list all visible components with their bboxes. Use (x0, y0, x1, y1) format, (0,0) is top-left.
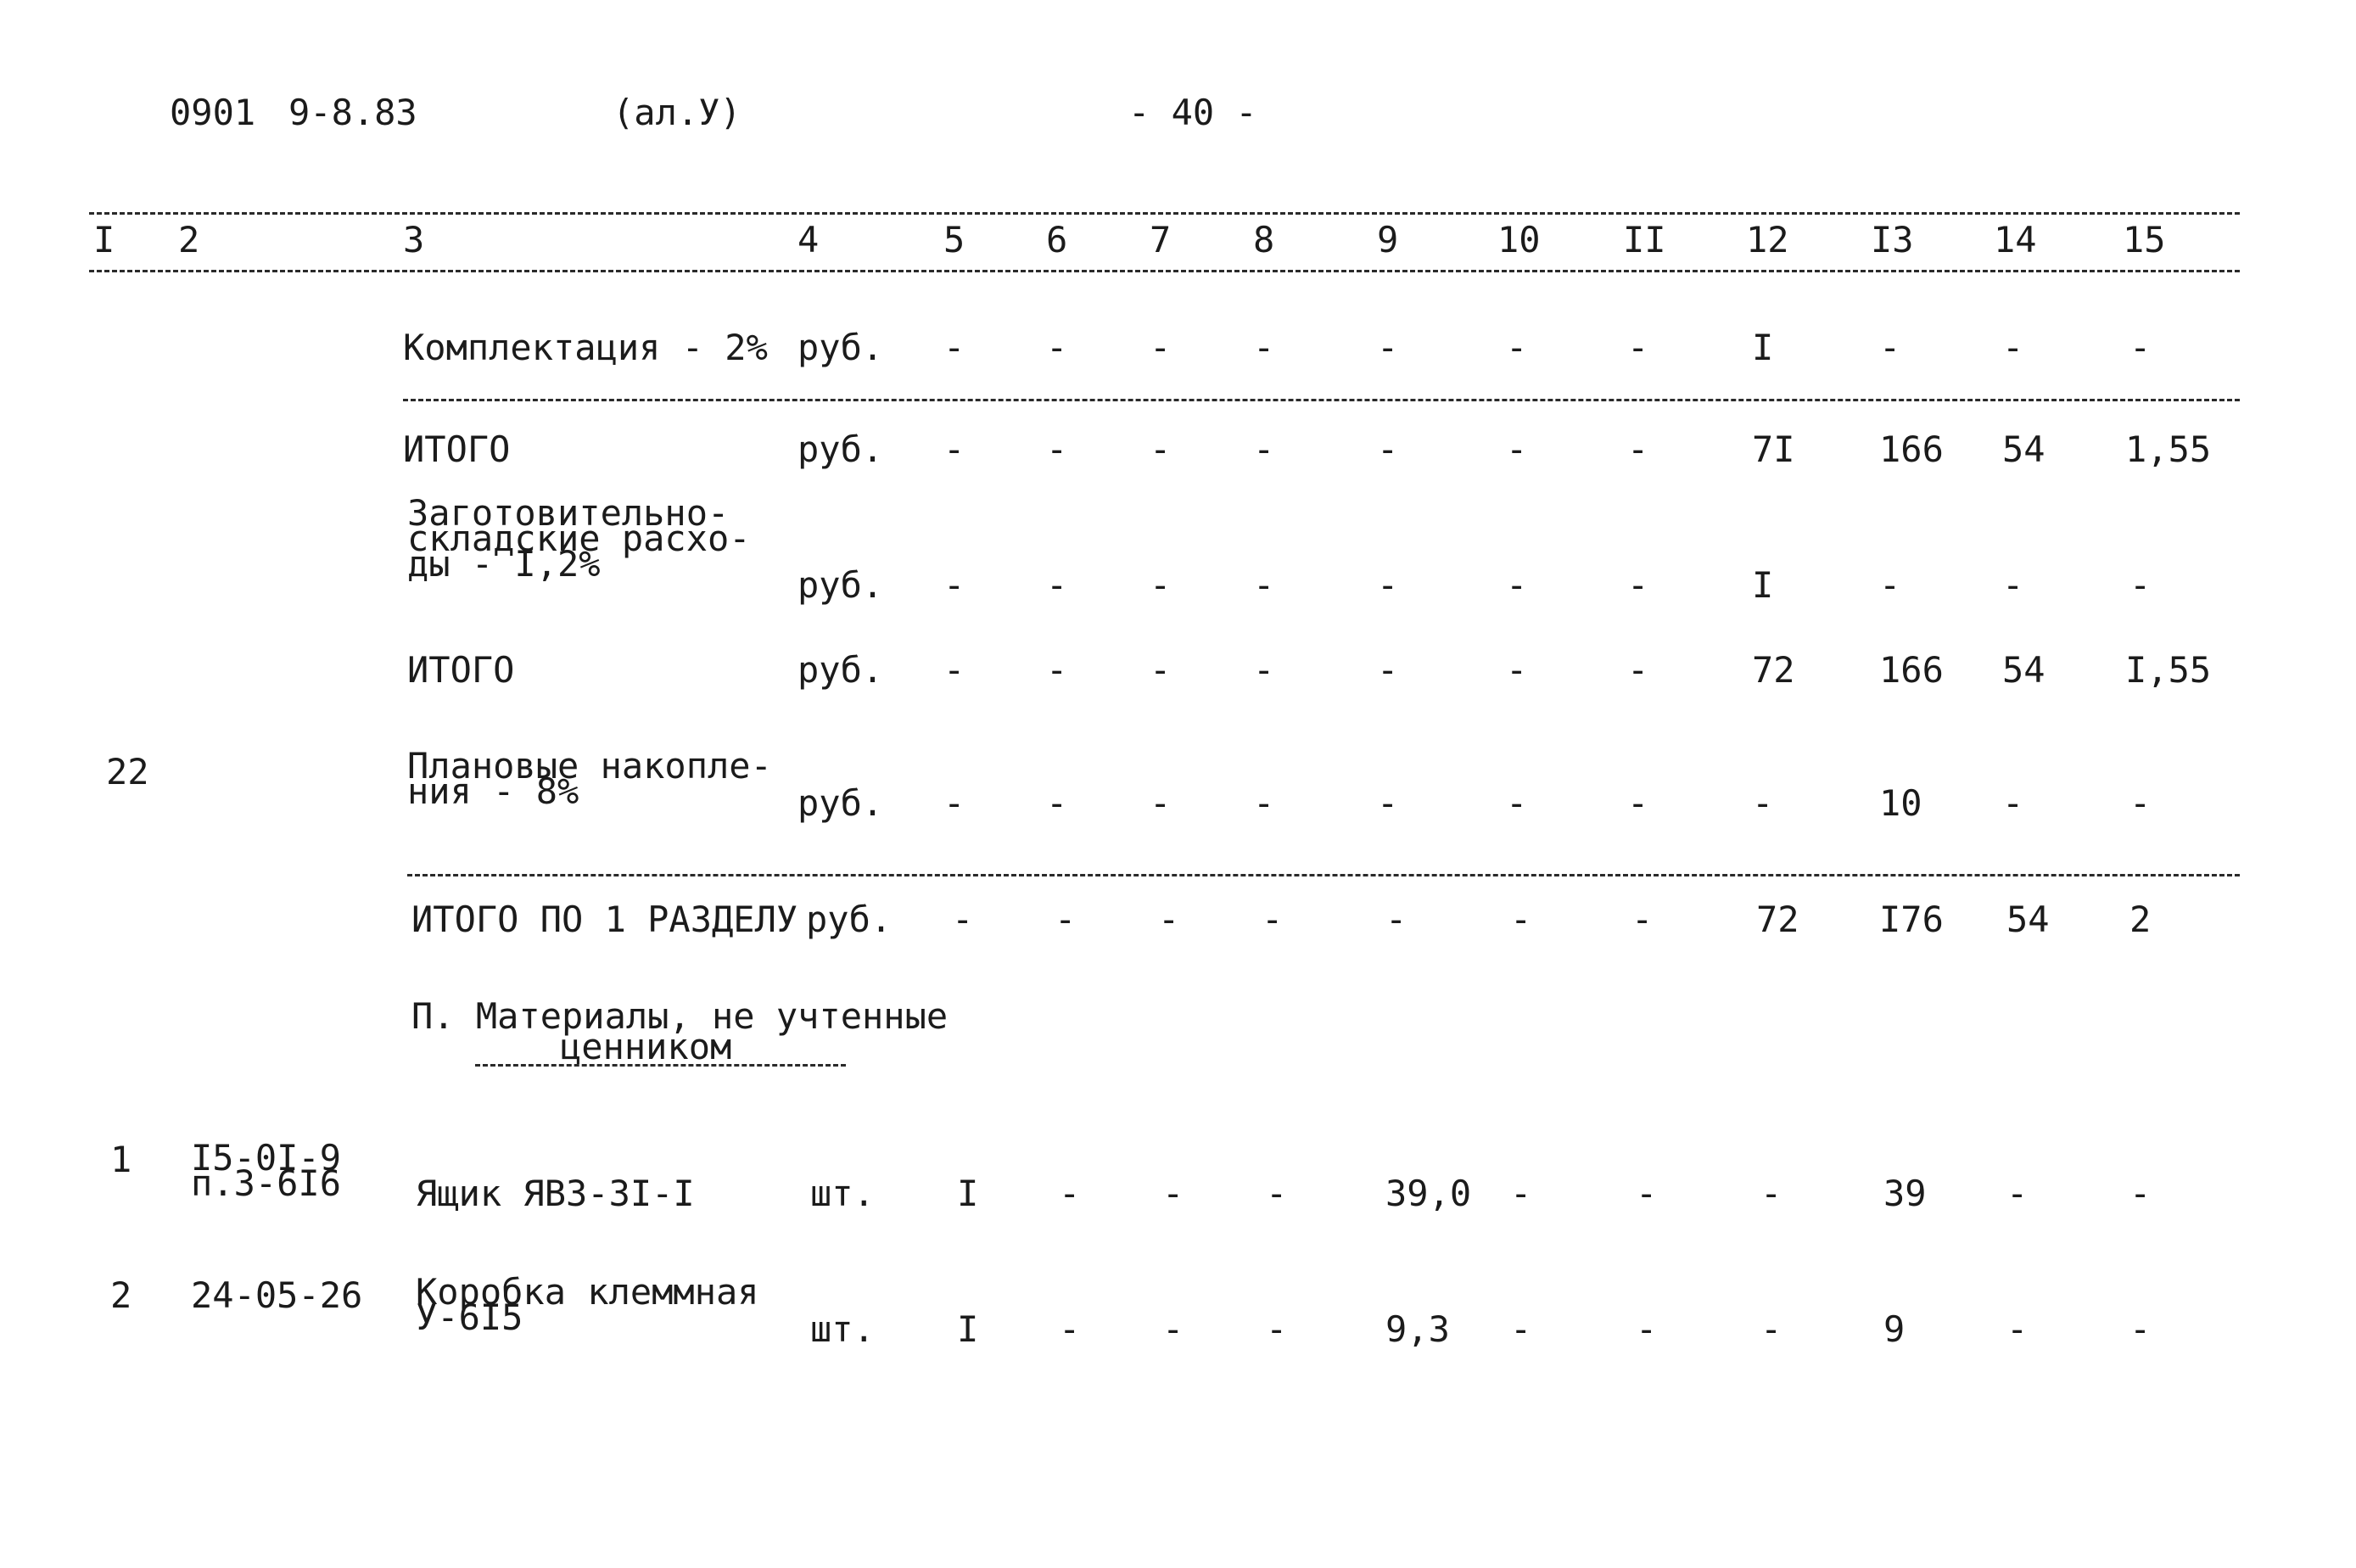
row-7-unit: шт. (810, 1173, 875, 1214)
row-5-c5: - (943, 782, 965, 824)
row-5-c6: - (1046, 782, 1068, 824)
row-7-c7: - (1162, 1173, 1184, 1214)
subtotal-rule-2 (407, 874, 2240, 876)
row-6-c8: - (1262, 899, 1284, 940)
row-2-c13: 166 (1879, 428, 1944, 470)
column-number-8: 8 (1253, 219, 1275, 260)
row-7-c11: - (1636, 1173, 1658, 1214)
row-6-c11: - (1631, 899, 1654, 940)
row-5-c9: - (1377, 782, 1399, 824)
row-2-c9: - (1377, 428, 1399, 470)
row-1-c10: - (1506, 327, 1528, 368)
row-1-c7: - (1150, 327, 1172, 368)
row-2-c11: - (1627, 428, 1649, 470)
header-top-rule (89, 212, 2240, 215)
row-6-c12: 72 (1756, 899, 1799, 940)
row-5-c7: - (1150, 782, 1172, 824)
row-5-c11: - (1627, 782, 1649, 824)
column-number-7: 7 (1150, 219, 1172, 260)
row-8-c5: I (957, 1308, 979, 1350)
doc-date: 9-8.83 (288, 92, 417, 133)
row-4-c15: I,55 (2125, 649, 2212, 691)
header-bottom-rule (89, 270, 2240, 272)
row-5-c8: - (1253, 782, 1275, 824)
row-2-c6: - (1046, 428, 1068, 470)
row-7-c15: - (2129, 1173, 2152, 1214)
row-8-name: Коробка клеммная У-6I5 (416, 1271, 759, 1338)
row-2-c8: - (1253, 428, 1275, 470)
row-3-c14: - (2002, 564, 2024, 606)
row-4-name: ИТОГО (407, 649, 515, 691)
row-6-c14: 54 (2006, 899, 2050, 940)
column-number-13: I3 (1871, 219, 1914, 260)
row-1-c5: - (943, 327, 965, 368)
column-number-4: 4 (797, 219, 820, 260)
row-5-num: 22 (106, 751, 149, 792)
row-5-name: Плановые накопле- ния - 8% (407, 745, 772, 812)
column-number-5: 5 (943, 219, 965, 260)
section-heading-line2: ценником (475, 1032, 846, 1067)
doc-code: 0901 (170, 92, 256, 133)
row-4-c6: - (1046, 649, 1068, 691)
column-number-11: II (1623, 219, 1666, 260)
row-3-unit: руб. (797, 564, 884, 606)
row-5-c14: - (2002, 782, 2024, 824)
row-8-unit: шт. (810, 1308, 875, 1350)
row-7-num: 1 (110, 1139, 132, 1180)
row-1-c12: I (1752, 327, 1774, 368)
row-5-c15: - (2129, 782, 2152, 824)
column-number-12: 12 (1746, 219, 1789, 260)
row-6-c6: - (1055, 899, 1077, 940)
row-4-c10: - (1506, 649, 1528, 691)
row-6-c10: - (1510, 899, 1532, 940)
page-number: - 40 - (1128, 92, 1257, 133)
row-8-c8: - (1266, 1308, 1288, 1350)
row-1-c15: - (2129, 327, 2152, 368)
row-8-c9: 9,3 (1385, 1308, 1450, 1350)
column-number-10: 10 (1497, 219, 1541, 260)
row-8-c14: - (2006, 1308, 2029, 1350)
row-3-c5: - (943, 564, 965, 606)
row-6-c7: - (1158, 899, 1180, 940)
subtotal-rule-1 (403, 399, 2240, 401)
row-7-c6: - (1059, 1173, 1081, 1214)
row-4-c13: 166 (1879, 649, 1944, 691)
row-1-c13: - (1879, 327, 1901, 368)
section-heading-line1: П. Материалы, не учтенные (411, 995, 949, 1037)
row-4-c14: 54 (2002, 649, 2045, 691)
row-4-c7: - (1150, 649, 1172, 691)
row-7-c5: I (957, 1173, 979, 1214)
row-2-c10: - (1506, 428, 1528, 470)
row-8-c15: - (2129, 1308, 2152, 1350)
row-3-c10: - (1506, 564, 1528, 606)
row-1-c8: - (1253, 327, 1275, 368)
row-5-c13: 10 (1879, 782, 1922, 824)
row-6-unit: руб. (806, 899, 893, 940)
row-6-c13: I76 (1879, 899, 1944, 940)
row-1-c6: - (1046, 327, 1068, 368)
row-8-c7: - (1162, 1308, 1184, 1350)
row-2-c15: 1,55 (2125, 428, 2212, 470)
row-7-name: Ящик ЯВЗ-3I-I (416, 1173, 695, 1214)
doc-reference: (ал.У) (613, 92, 741, 133)
row-1-c14: - (2002, 327, 2024, 368)
row-3-c13: - (1879, 564, 1901, 606)
row-8-num: 2 (110, 1274, 132, 1316)
row-8-code: 24-05-26 (191, 1274, 363, 1316)
row-2-c12: 7I (1752, 428, 1795, 470)
column-number-6: 6 (1046, 219, 1068, 260)
row-7-c12: - (1760, 1173, 1782, 1214)
row-2-c5: - (943, 428, 965, 470)
row-8-c10: - (1510, 1308, 1532, 1350)
row-3-c11: - (1627, 564, 1649, 606)
row-3-c6: - (1046, 564, 1068, 606)
row-1-name: Комплектация - 2% (403, 327, 768, 368)
row-7-c13: 39 (1883, 1173, 1927, 1214)
row-5-c10: - (1506, 782, 1528, 824)
row-3-c12: I (1752, 564, 1774, 606)
row-1-c11: - (1627, 327, 1649, 368)
row-7-code: I5-0I-9 п.3-6I6 (191, 1137, 342, 1204)
row-4-unit: руб. (797, 649, 884, 691)
row-4-c8: - (1253, 649, 1275, 691)
row-3-c9: - (1377, 564, 1399, 606)
column-number-1: I (93, 219, 115, 260)
row-2-unit: руб. (797, 428, 884, 470)
row-4-c9: - (1377, 649, 1399, 691)
column-number-14: 14 (1994, 219, 2037, 260)
row-8-c11: - (1636, 1308, 1658, 1350)
row-6-name: ИТОГО ПО 1 РАЗДЕЛУ (411, 899, 798, 940)
row-1-c9: - (1377, 327, 1399, 368)
row-4-c11: - (1627, 649, 1649, 691)
row-7-c10: - (1510, 1173, 1532, 1214)
column-number-9: 9 (1377, 219, 1399, 260)
row-3-c15: - (2129, 564, 2152, 606)
row-3-c7: - (1150, 564, 1172, 606)
row-5-c12: - (1752, 782, 1774, 824)
row-7-c9: 39,0 (1385, 1173, 1472, 1214)
row-3-name: Заготовительно- складские расхо- ды - I,2% (407, 492, 751, 585)
row-8-c13: 9 (1883, 1308, 1906, 1350)
row-6-c5: - (952, 899, 974, 940)
row-2-name: ИТОГО (403, 428, 511, 470)
row-2-c14: 54 (2002, 428, 2045, 470)
row-2-c7: - (1150, 428, 1172, 470)
row-4-c12: 72 (1752, 649, 1795, 691)
column-number-2: 2 (178, 219, 200, 260)
row-5-unit: руб. (797, 782, 884, 824)
row-7-c14: - (2006, 1173, 2029, 1214)
row-6-c9: - (1385, 899, 1407, 940)
row-8-c12: - (1760, 1308, 1782, 1350)
row-7-c8: - (1266, 1173, 1288, 1214)
row-1-unit: руб. (797, 327, 884, 368)
row-6-c15: 2 (2129, 899, 2152, 940)
column-number-3: 3 (403, 219, 425, 260)
row-8-c6: - (1059, 1308, 1081, 1350)
row-3-c8: - (1253, 564, 1275, 606)
row-4-c5: - (943, 649, 965, 691)
column-number-15: 15 (2123, 219, 2166, 260)
